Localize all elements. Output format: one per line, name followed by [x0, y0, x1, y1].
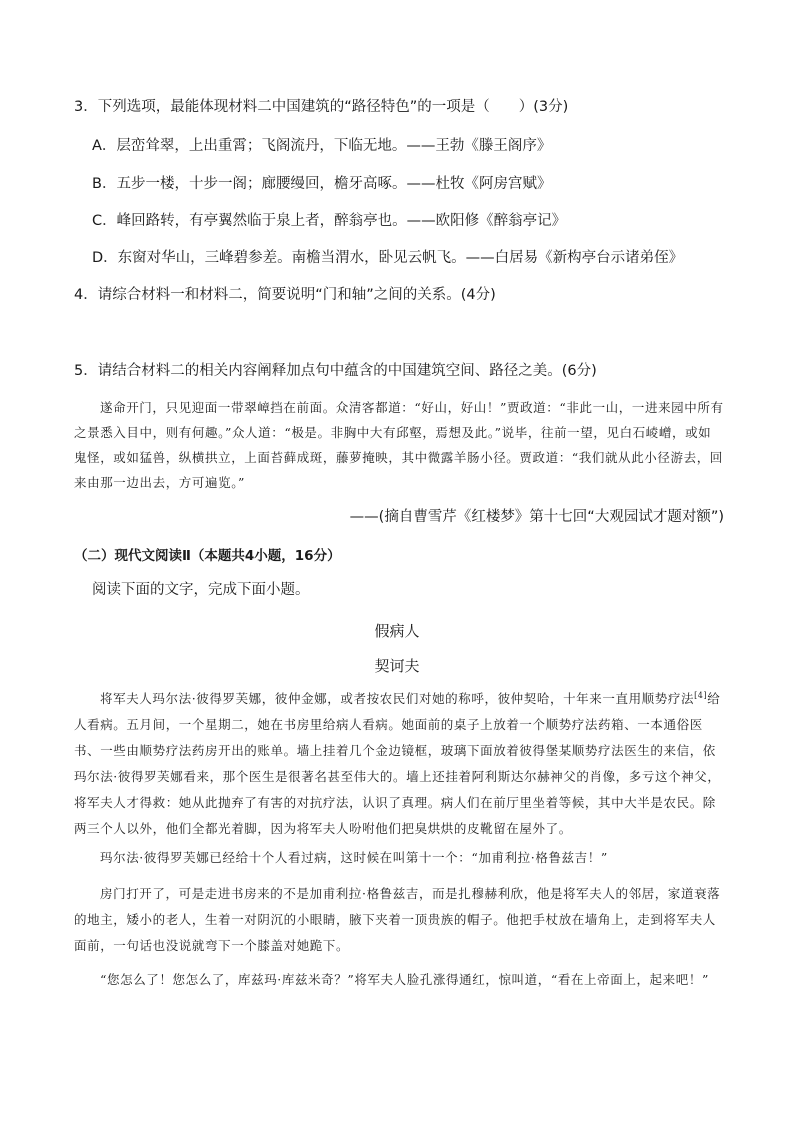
story-author: 契诃夫	[374, 657, 420, 675]
question-3-option-c: C．峰回路转，有亭翼然临于泉上者，醉翁亭也。——欧阳修《醉翁亭记》	[92, 213, 567, 229]
story-paragraph-1-part-b: 给人看病。五月间，一个星期二，她在书房里给病人看病。她面前的桌子上放着一个顺势疗法药箱、一本通俗医书、一些由顺势疗法药房开出的账单。墙上挂着几个金边镜框，玻璃下面放着彼得堡某顺势疗法医生的来信，依玛尔法·彼得罗芙娜看来，那个医生是很著名甚至伟大的。墙上还挂着阿利斯达尔赫神父的肖像，多亏这个神父，将军夫人才得救：她从此抛弃了有害的对抗疗法，认识了真理。病人们在前厅里坐着等候，其中大半是农民。除两三个人以外，他们全都光着脚，因为将军夫人吩咐他们把臭烘烘的皮靴留在屋外了。	[74, 691, 721, 836]
question-3-stem: 3．下列选项，最能体现材料二中国建筑的“路径特色”的一项是（ ）(3分)	[74, 99, 569, 115]
story-paragraph-3: 房门打开了，可是走进书房来的不是加甫利拉·格鲁兹吉，而是扎穆赫利欣，他是将军夫人的邻居，家道衰落的地主，矮小的老人，生着一对阴沉的小眼睛，腋下夹着一顶贵族的帽子。他把手杖放在墙角上，走到将军夫人面前，一句话也没说就弯下一个膝盖对她跪下。	[74, 886, 721, 953]
story-paragraph-4: “您怎么了！您怎么了，库兹玛·库兹米奇？”将军夫人脸孔涨得通红，惊叫道，“看在上帝面上，起来吧！”	[100, 972, 709, 987]
story-paragraph-2: 玛尔法·彼得罗芙娜已经给十个人看过病，这时候在叫第十一个：“加甫利拉·格鲁兹吉！”	[100, 850, 608, 865]
story-title: 假病人	[374, 622, 420, 640]
story-paragraph-1	[74, 686, 724, 842]
question-4-stem: 4．请综合材料一和材料二，简要说明“门和轴”之间的关系。(4分)	[74, 287, 496, 303]
question-5-stem: 5．请结合材料二的相关内容阐释加点句中蕴含的中国建筑空间、路径之美。(6分)	[74, 363, 597, 379]
question-5-quote: 遂命开门，只见迎面一带翠嶂挡在前面。众清客都道：“好山，好山！”贾政道：“非此一山，一进来园中所有之景悉入目中，则有何趣。”众人道：“极是。非胸中大有邱壑，焉想及此。”说毕，往前一望，见白石崚嶒，或如鬼怪，或如猛兽，纵横拱立，上面苔藓成斑，藤萝掩映，其中微露羊肠小径。贾政道：“我们就从此小径游去，回来由那一边出去，方可遍览。”	[74, 400, 724, 490]
section-heading: （二）现代文阅读Ⅱ（本题共4小题，16分）	[74, 548, 341, 564]
story-paragraph-1-part-a: 将军夫人玛尔法·彼得罗芙娜，彼仲金娜，或者按农民们对她的称呼，彼仲契哈，十年来一直用顺势疗法	[100, 691, 695, 706]
section-instruction: 阅读下面的文字，完成下面小题。	[92, 582, 310, 598]
footnote-marker: [4]	[694, 691, 708, 700]
question-3-option-a: A．层峦耸翠，上出重霄；飞阁流丹，下临无地。——王勃《滕王阁序》	[92, 138, 552, 154]
question-5-source: ——(摘自曹雪芹《红楼梦》第十七回“大观园试才题对额”)	[349, 509, 724, 525]
question-3-option-d: D．东窗对华山，三峰碧参差。南檐当渭水，卧见云帆飞。——白居易《新构亭台示诸弟侄》	[92, 250, 684, 266]
question-3-option-b: B．五步一楼，十步一阁；廊腰缦回，檐牙高啄。——杜牧《阿房宫赋》	[92, 176, 552, 192]
